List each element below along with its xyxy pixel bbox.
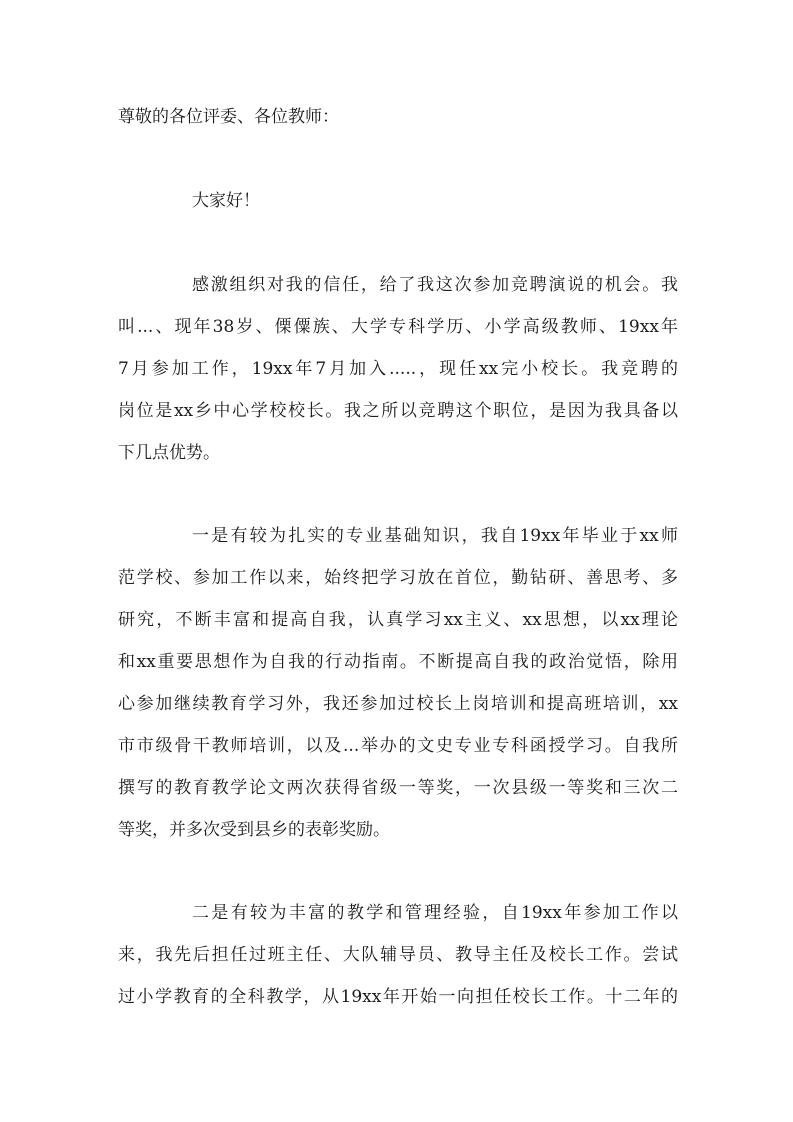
paragraph-2-line-5: 心参加继续教育学习外，我还参加过校长上岗培训和提高班培训，xx [118, 694, 678, 714]
paragraph-1-line-3: 7月参加工作，19xx年7月加入.....，现任xx完小校长。我竞聘的 [118, 359, 678, 379]
paragraph-1-line-5: 下几点优势。 [118, 443, 220, 463]
paragraph-2-line-7: 撰写的教育教学论文两次获得省级一等奖，一次县级一等奖和三次二 [118, 778, 678, 798]
paragraph-2-line-6: 市市级骨干教师培训，以及...举办的文史专业专科函授学习。自我所 [118, 736, 678, 756]
greeting: 大家好！ [192, 191, 260, 211]
paragraph-1-line-4: 岗位是xx乡中心学校校长。我之所以竞聘这个职位，是因为我具备以 [118, 401, 678, 421]
paragraph-1-line-2: 叫...、现年38岁、傈僳族、大学专科学历、小学高级教师、19xx年 [118, 317, 678, 337]
paragraph-3-line-1: 二是有较为丰富的教学和管理经验，自19xx年参加工作以 [192, 903, 678, 923]
paragraph-2-line-2: 范学校、参加工作以来，始终把学习放在首位，勤钻研、善思考、多 [118, 568, 678, 588]
paragraph-2-line-8: 等奖，并多次受到县乡的表彰奖励。 [118, 820, 390, 840]
paragraph-3-line-2: 来，我先后担任过班主任、大队辅导员、教导主任及校长工作。尝试 [118, 945, 678, 965]
paragraph-3-line-3: 过小学教育的全科教学，从19xx年开始一向担任校长工作。十二年的 [118, 987, 678, 1007]
salutation: 尊敬的各位评委、各位教师： [118, 107, 339, 127]
paragraph-2-line-4: 和xx重要思想作为自我的行动指南。不断提高自我的政治觉悟，除用 [118, 652, 678, 672]
paragraph-2-line-3: 研究，不断丰富和提高自我，认真学习xx主义、xx思想，以xx理论 [118, 610, 678, 630]
paragraph-1-line-1: 感激组织对我的信任，给了我这次参加竞聘演说的机会。我 [192, 275, 678, 295]
paragraph-2-line-1: 一是有较为扎实的专业基础知识，我自19xx年毕业于xx师 [192, 526, 678, 546]
